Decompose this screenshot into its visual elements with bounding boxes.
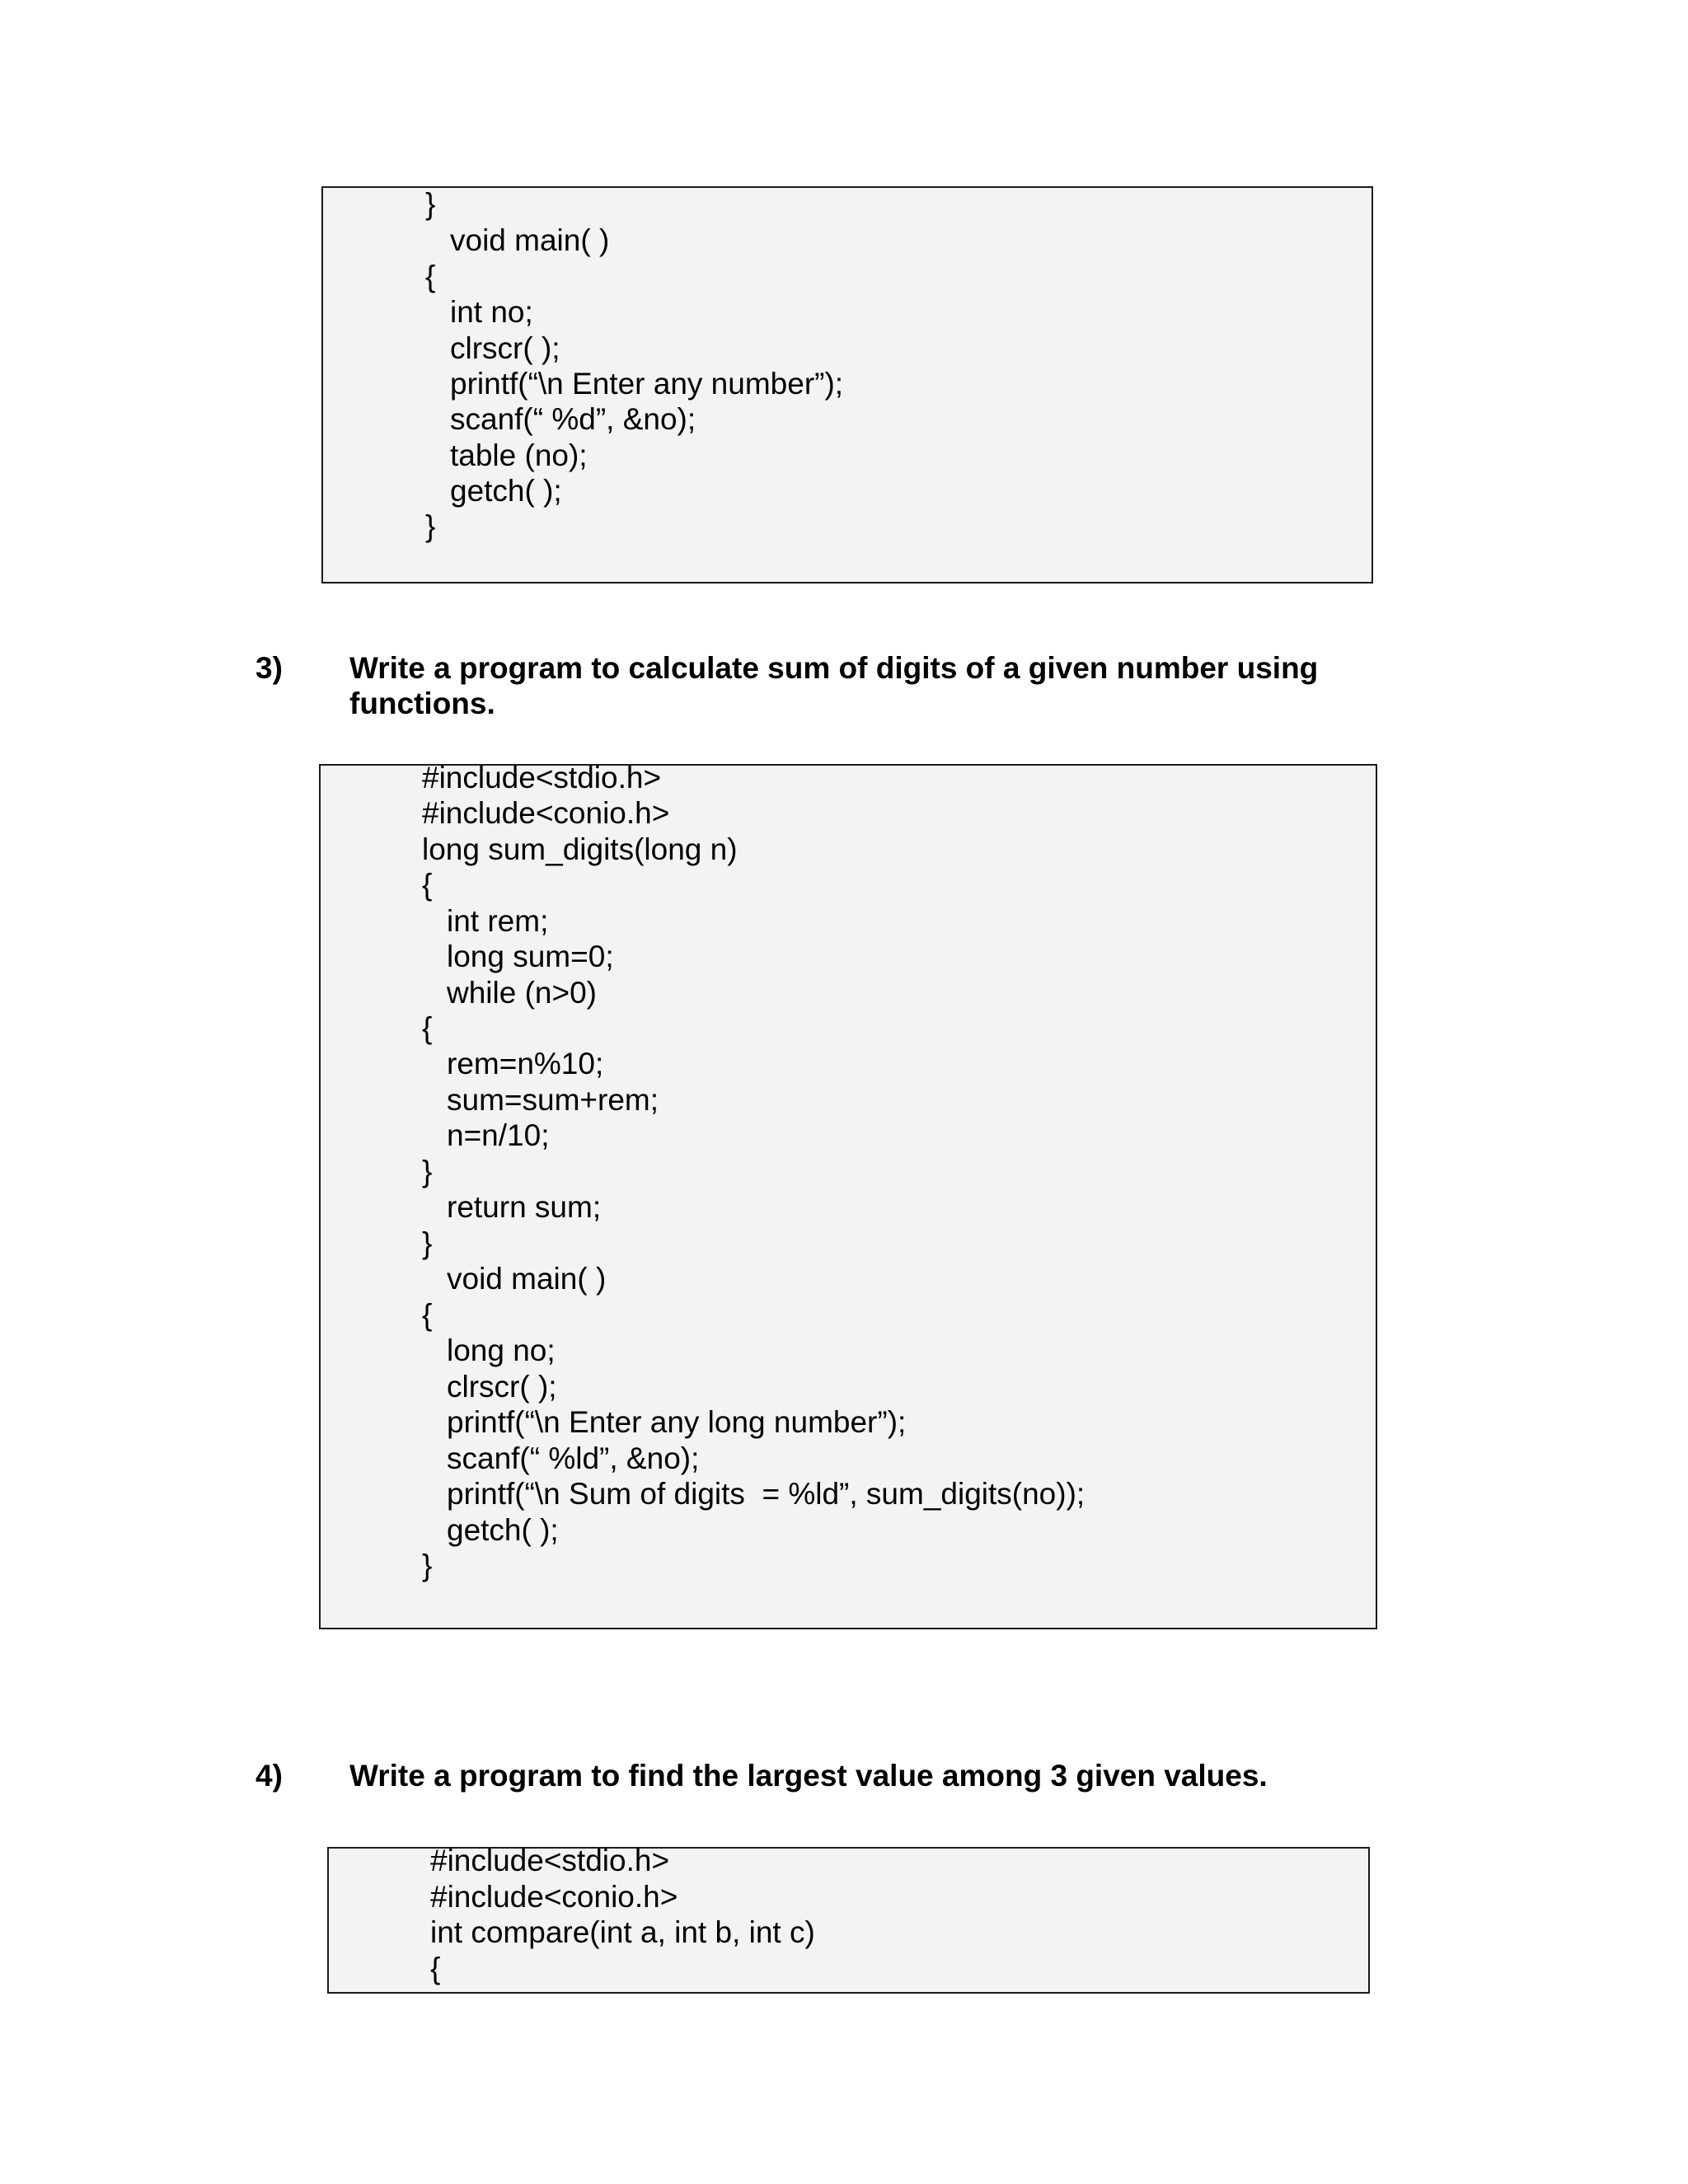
code-line: void main( ): [450, 223, 610, 257]
code-line: printf(“\n Sum of digits = %ld”, sum_digits(no));: [447, 1477, 1085, 1511]
code-line: int compare(int a, int b, int c): [430, 1915, 815, 1949]
code-line: clrscr( );: [447, 1370, 557, 1404]
code-line: return sum;: [447, 1190, 602, 1224]
code-line: }: [422, 1549, 433, 1582]
code-line: {: [425, 260, 436, 293]
code-line: sum=sum+rem;: [447, 1083, 659, 1117]
code-line: getch( );: [450, 474, 562, 508]
code-line: #include<conio.h>: [430, 1880, 678, 1914]
code-line: }: [422, 1155, 433, 1188]
question-3-number: 3): [256, 651, 283, 685]
code-line: {: [430, 1952, 441, 1985]
code-line: scanf(“ %ld”, &no);: [447, 1441, 700, 1475]
code-line: rem=n%10;: [447, 1047, 604, 1080]
code-line: }: [425, 187, 436, 221]
code-line: clrscr( );: [450, 331, 560, 365]
code-line: long sum_digits(long n): [422, 832, 738, 866]
code-line: #include<stdio.h>: [430, 1844, 670, 1877]
code-line: table (no);: [450, 438, 588, 472]
code-line: while (n>0): [447, 976, 598, 1010]
question-4-number: 4): [256, 1759, 283, 1793]
code-line: void main( ): [447, 1262, 607, 1296]
code-line: }: [425, 509, 436, 543]
code-line: {: [422, 868, 433, 902]
question-4-text: Write a program to find the largest value among 3 given values.: [349, 1759, 1268, 1793]
code-line: getch( );: [447, 1513, 559, 1547]
code-line: int rem;: [447, 904, 549, 938]
code-line: #include<stdio.h>: [422, 761, 662, 794]
code-line: long no;: [447, 1333, 556, 1367]
code-line: n=n/10;: [447, 1118, 550, 1152]
code-line: {: [422, 1298, 433, 1332]
code-line: long sum=0;: [447, 940, 614, 973]
code-line: }: [422, 1226, 433, 1260]
code-line: printf(“\n Enter any long number”);: [447, 1405, 907, 1439]
code-line: #include<conio.h>: [422, 796, 670, 830]
code-line: {: [422, 1011, 433, 1045]
question-3-text-line-2: functions.: [349, 687, 495, 720]
code-line: int no;: [450, 295, 533, 329]
question-3-text-line-1: Write a program to calculate sum of digits of a given number using: [349, 651, 1319, 685]
code-line: printf(“\n Enter any number”);: [450, 367, 844, 401]
code-line: scanf(“ %d”, &no);: [450, 402, 696, 436]
